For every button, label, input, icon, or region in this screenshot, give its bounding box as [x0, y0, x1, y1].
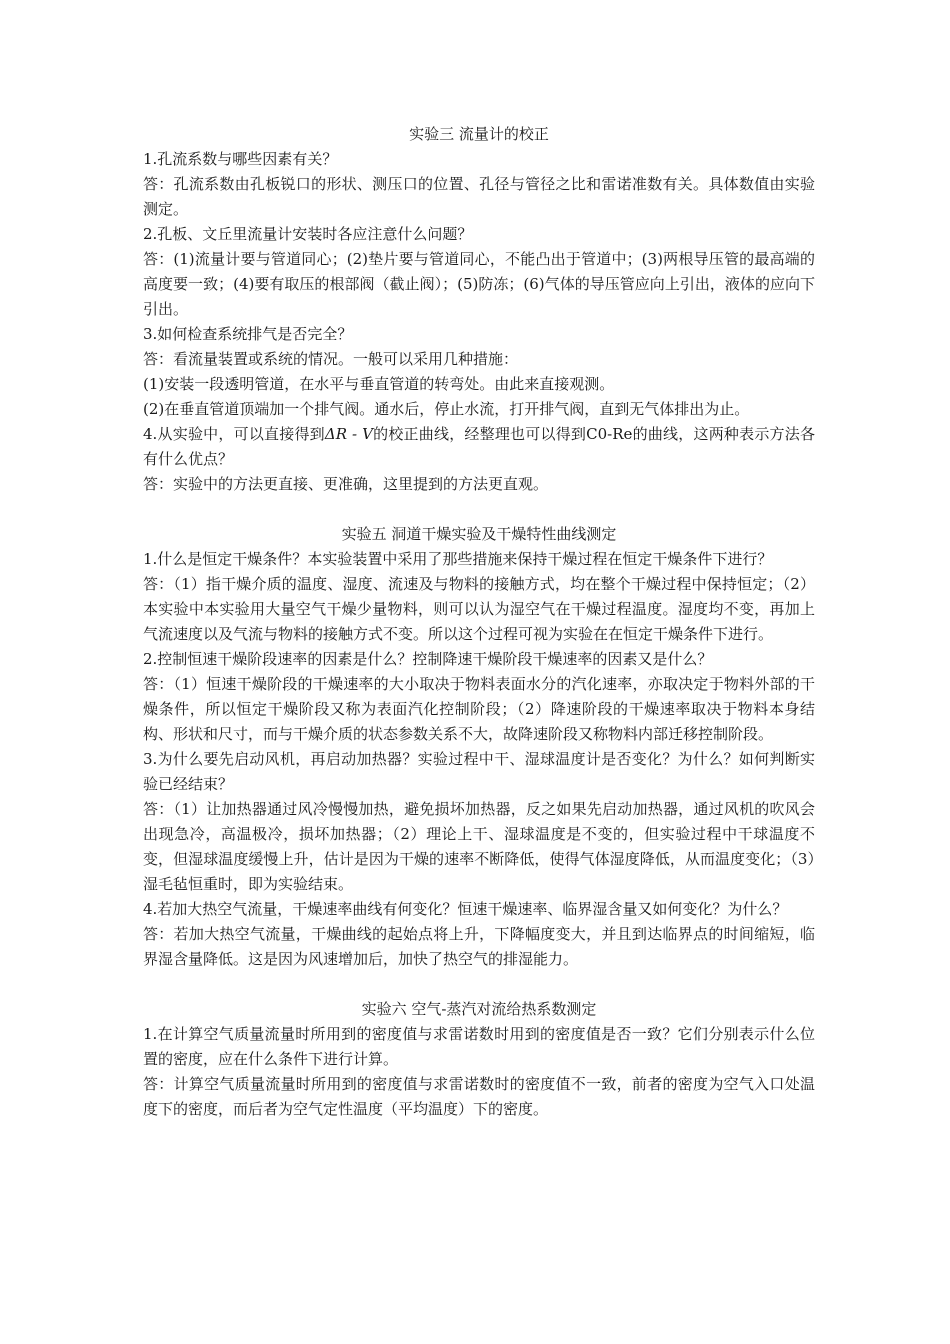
answer-4: 答：实验中的方法更直接、更准确，这里提到的方法更直观。	[143, 475, 549, 493]
answer-1: 答：孔流系数由孔板锐口的形状、测压口的位置、孔径与管径之比和雷诺准数有关。具体数值由实验测定。	[143, 175, 815, 218]
question-4-prefix: 4.从实验中，可以直接得到	[143, 425, 325, 443]
answer-1: 答：（1）指干燥介质的温度、湿度、流速及与物料的接触方式，均在整个干燥过程中保持恒定；（2）本实验中本实验用大量空气干燥少量物料，则可以认为湿空气在干燥过程温度。湿度均不变，再加上气流速度以及气流与物料的接触方式不变。所以这个过程可视为实验在在恒定干燥条件下进行。	[143, 575, 815, 643]
question-3: 3.如何检查系统排气是否完全？	[143, 325, 353, 343]
question-3: 3.为什么要先启动风机，再启动加热器？实验过程中干、湿球温度计是否变化？为什么？如何判断实验已经结束？	[143, 750, 815, 793]
answer-2: 答：(1)流量计要与管道同心；(2)垫片要与管道同心，不能凸出于管道中；(3)两根导压管的最高端的高度要一致；(4)要有取压的根部阀（截止阀）；(5)防冻；(6)气体的导压管应向上引出，液体的应向下引出。	[143, 250, 815, 318]
question-4	[143, 422, 815, 472]
question-4-suffix: 的校正曲线，经整理也可以得到C0-Re的曲线，这两种表示方法各有什么优点？	[143, 425, 815, 468]
section-title: 实验五 洞道干燥实验及干燥特性曲线测定	[341, 525, 617, 543]
question-2: 2.孔板、文丘里流量计安装时各应注意什么问题？	[143, 225, 473, 243]
section-experiment-5	[143, 522, 815, 972]
answer-3-item-1: (1)安装一段透明管道，在水平与垂直管道的转弯处。由此来直接观测。	[143, 375, 615, 393]
section-title: 实验三 流量计的校正	[409, 125, 549, 143]
answer-2: 答：（1）恒速干燥阶段的干燥速率的大小取决于物料表面水分的汽化速率，亦取决定于物料外部的干燥条件，所以恒定干燥阶段又称为表面汽化控制阶段；（2）降速阶段的干燥速率取决于物料本身结构、形状和尺寸，而与干燥介质的状态参数关系不大，故降速阶段又称物料内部迁移控制阶段。	[143, 675, 815, 743]
formula-delta-r-v: ΔR - V	[324, 425, 373, 443]
section-title: 实验六 空气-蒸汽对流给热系数测定	[361, 1000, 597, 1018]
answer-3-item-2: (2)在垂直管道顶端加一个排气阀。通水后，停止水流，打开排气阀，直到无气体排出为止。	[143, 400, 750, 418]
answer-3: 答：看流量装置或系统的情况。一般可以采用几种措施：	[143, 350, 519, 368]
question-1: 1.在计算空气质量流量时所用到的密度值与求雷诺数时用到的密度值是否一致？它们分别表示什么位置的密度，应在什么条件下进行计算。	[143, 1025, 815, 1068]
document-page	[143, 122, 815, 1122]
section-experiment-3	[143, 122, 815, 497]
question-1: 1.孔流系数与哪些因素有关？	[143, 150, 338, 168]
section-experiment-6	[143, 997, 815, 1122]
answer-1: 答：计算空气质量流量时所用到的密度值与求雷诺数时的密度值不一致，前者的密度为空气入口处温度下的密度，而后者为空气定性温度（平均温度）下的密度。	[143, 1075, 815, 1118]
question-4: 4.若加大热空气流量，干燥速率曲线有何变化？恒速干燥速率、临界湿含量又如何变化？为什么？	[143, 900, 788, 918]
answer-3: 答：（1）让加热器通过风冷慢慢加热，避免损坏加热器，反之如果先启动加热器，通过风机的吹风会出现急冷，高温极冷，损坏加热器；（2）理论上干、湿球温度是不变的，但实验过程中干球温度不变，但湿球温度缓慢上升，估计是因为干燥的速率不断降低，使得气体湿度降低，从而温度变化；（3）湿毛毡恒重时，即为实验结束。	[143, 800, 815, 893]
answer-4: 答：若加大热空气流量，干燥曲线的起始点将上升，下降幅度变大，并且到达临界点的时间缩短，临界湿含量降低。这是因为风速增加后，加快了热空气的排湿能力。	[143, 925, 815, 968]
question-1: 1.什么是恒定干燥条件？本实验装置中采用了那些措施来保持干燥过程在恒定干燥条件下进行？	[143, 550, 773, 568]
question-2: 2.控制恒速干燥阶段速率的因素是什么？控制降速干燥阶段干燥速率的因素又是什么？	[143, 650, 713, 668]
